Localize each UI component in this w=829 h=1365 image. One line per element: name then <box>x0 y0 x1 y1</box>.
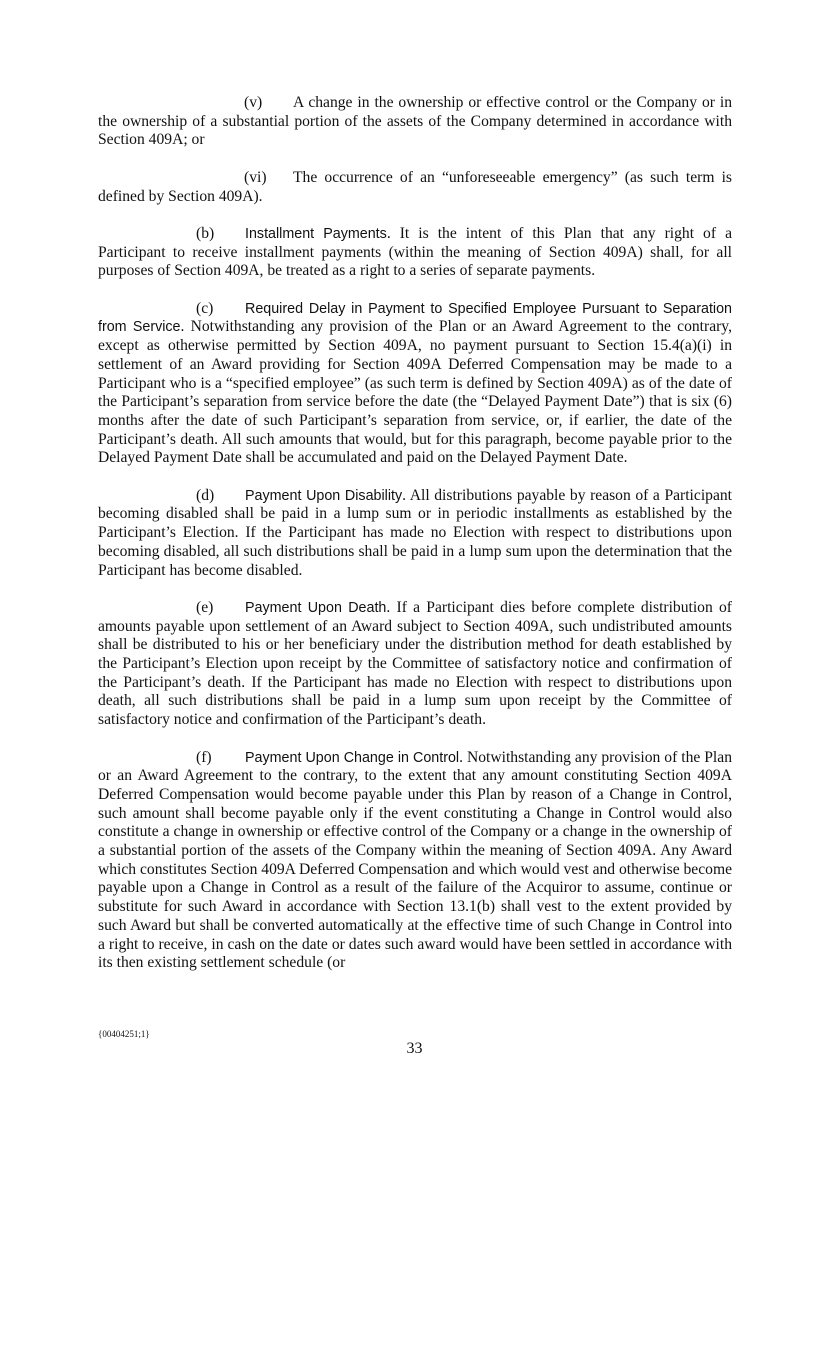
paragraph-text: . All distributions payable by reason of a Participant becoming disabled shall be paid in a lump sum or in periodic installments as established by the Participant’s Election. If the Participant has made no Election with respect to distributions upon becoming disabled, all such distributions shall be paid in a lump sum upon the determination that the Participant has become disabled. <box>98 486 732 579</box>
paragraph-text: The occurrence of an “unforeseeable emergency” (as such term is defined by Section 409A). <box>98 168 732 205</box>
paragraph-label: (d) <box>196 486 215 504</box>
paragraph-vi <box>98 169 732 206</box>
paragraph-v <box>98 94 732 150</box>
paragraph-heading: Payment Upon Disability <box>245 487 403 504</box>
paragraph-b <box>98 225 732 281</box>
paragraph-f <box>98 749 732 973</box>
paragraph-heading: Installment Payments <box>245 225 387 242</box>
paragraph-label: (c) <box>196 299 214 317</box>
paragraph-c <box>98 300 732 468</box>
paragraph-heading: Required Delay in Payment to Specified Employee Pursuant to Separation from Service <box>98 300 732 336</box>
document-id: {00404251;1} <box>98 1029 150 1039</box>
paragraph-label: (vi) <box>244 168 267 186</box>
paragraph-heading: Payment Upon Change in Control <box>245 749 460 766</box>
paragraph-heading: Payment Upon Death <box>245 599 387 616</box>
paragraph-text: . Notwithstanding any provision of the Plan or an Award Agreement to the contrary, to the extent that any amount constituting Section 409A Deferred Compensation would become payable under this Plan by reason of a Change in Control, such amount shall become payable only if the event constituting a Change in Control would also constitute a change in ownership or effective control of the Company or a change in the ownership of a substantial portion of the assets of the Company within the meaning of Section 409A. Any Award which constitutes Section 409A Deferred Compensation and which would vest and otherwise become payable upon a Change in Control as a result of the failure of the Acquiror to assume, continue or substitute for such Award in accordance with Section 13.1(b) shall vest to the extent provided by such Award but shall be converted automatically at the effective time of such Change in Control into a right to receive, in cash on the date or dates such award would have been settled in accordance with its then existing settlement schedule (or <box>98 748 732 972</box>
paragraph-label: (v) <box>244 94 263 111</box>
paragraph-label: (b) <box>196 224 215 242</box>
paragraph-text: . If a Participant dies before complete distribution of amounts payable upon settlement of an Award subject to Section 409A, such undistributed amounts shall be distributed to his or her beneficiary under the distribution method for death established by the Participant’s Election upon receipt by the Committee of satisfactory notice and confirmation of the Participant’s death. If the Participant has made no Election with respect to distributions upon death, all such distributions shall be paid in a lump sum upon receipt by the Committee of satisfactory notice and confirmation of the Participant’s death. <box>98 598 732 729</box>
paragraph-label: (f) <box>196 748 212 766</box>
page-number: 33 <box>406 1040 423 1057</box>
paragraph-e <box>98 599 732 730</box>
paragraph-text: A change in the ownership or effective control or the Company or in the ownership of a substantial portion of the assets of the Company determined in accordance with Section 409A; or <box>98 94 732 149</box>
paragraph-text: . Notwithstanding any provision of the Plan or an Award Agreement to the contrary, except as otherwise permitted by Section 409A, no payment pursuant to Section 15.4(a)(i) in settlement of an Award providing for Section 409A Deferred Compensation may be made to a Participant who is a “specified employee” (as such term is defined by Section 409A) as of the date of the Participant’s separation from service before the date (the “Delayed Payment Date”) that is six (6) months after the date of such Participant’s separation from service, or, if earlier, the date of the Participant’s death. All such amounts that would, but for this paragraph, become payable prior to the Delayed Payment Date shall be accumulated and paid on the Delayed Payment Date. <box>98 318 732 467</box>
paragraph-label: (e) <box>196 598 214 616</box>
paragraph-text: . It is the intent of this Plan that any right of a Participant to receive installment payments (within the meaning of Section 409A) shall, for all purposes of Section 409A, be treated as a right to a series of separate payments. <box>98 224 732 280</box>
paragraph-d <box>98 487 732 581</box>
document-body <box>98 94 732 992</box>
